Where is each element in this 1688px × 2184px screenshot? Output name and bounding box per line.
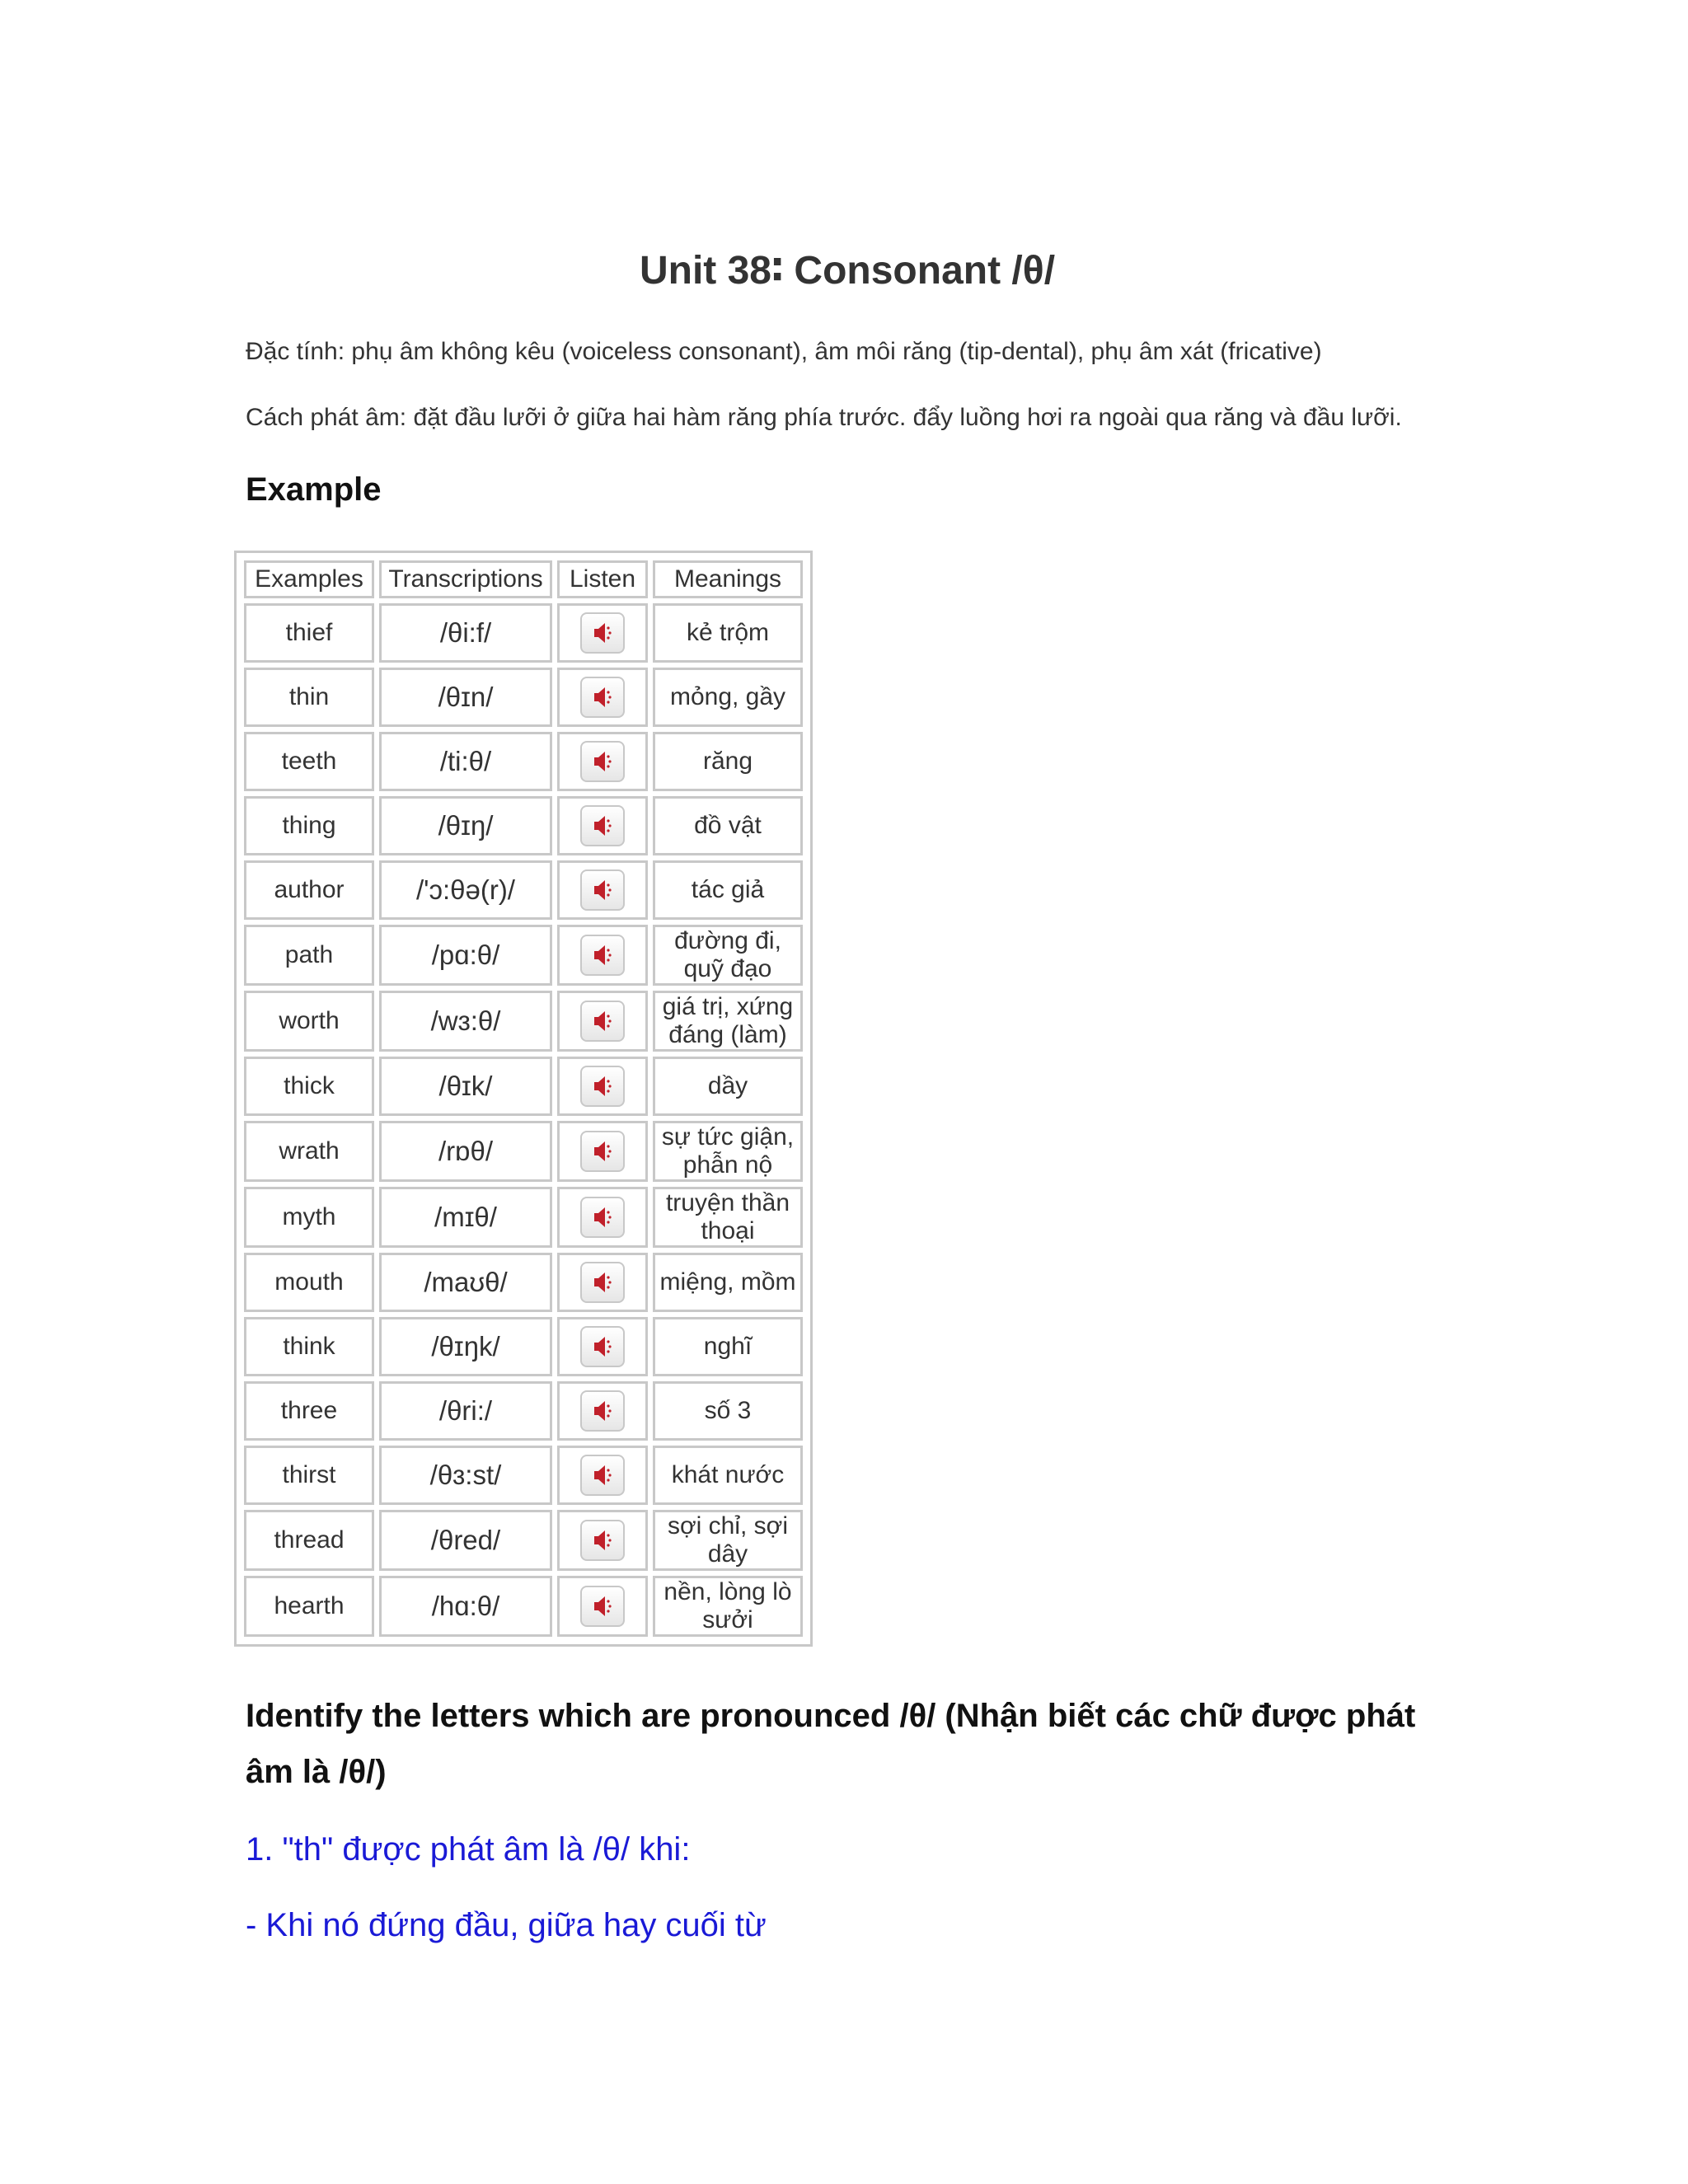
cell-listen: [557, 1121, 648, 1182]
speaker-icon[interactable]: [580, 1262, 625, 1303]
cell-listen: [557, 1253, 648, 1312]
table-row: [244, 1576, 803, 1637]
cell-word: mouth: [244, 1253, 374, 1312]
speaker-icon[interactable]: [580, 1520, 625, 1561]
cell-meaning: giá trị, xứng đáng (làm): [653, 991, 803, 1052]
cell-word: wrath: [244, 1121, 374, 1182]
speaker-icon[interactable]: [580, 935, 625, 976]
table-row: [244, 1187, 803, 1248]
cell-transcription: /ti:θ/: [379, 732, 552, 791]
cell-transcription: /θri:/: [379, 1381, 552, 1441]
cell-transcription: /rɒθ/: [379, 1121, 552, 1182]
table-row: [244, 796, 803, 855]
cell-listen: [557, 668, 648, 727]
cell-transcription: /θɪk/: [379, 1057, 552, 1116]
header-examples: Examples: [244, 560, 374, 598]
header-listen: Listen: [557, 560, 648, 598]
table-row: [244, 1510, 803, 1571]
cell-word: thirst: [244, 1446, 374, 1505]
table-row: [244, 860, 803, 920]
speaker-icon[interactable]: [580, 1326, 625, 1367]
examples-table-frame: [234, 551, 813, 1647]
examples-table: [239, 555, 808, 1642]
cell-listen: [557, 1317, 648, 1376]
cell-transcription: /θi:f/: [379, 603, 552, 663]
cell-listen: [557, 860, 648, 920]
cell-word: think: [244, 1317, 374, 1376]
cell-transcription: /wɜ:θ/: [379, 991, 552, 1052]
characteristics-text: Đặc tính: phụ âm không kêu (voiceless consonant), âm môi răng (tip-dental), phụ âm xát (fricative): [246, 338, 1322, 365]
cell-word: three: [244, 1381, 374, 1441]
cell-meaning: kẻ trộm: [653, 603, 803, 663]
identify-heading: Identify the letters which are pronounced /θ/ (Nhận biết các chữ được phát âm là /θ/): [246, 1698, 1416, 1790]
speaker-icon[interactable]: [580, 677, 625, 718]
cell-meaning: đường đi, quỹ đạo: [653, 925, 803, 986]
cell-word: worth: [244, 991, 374, 1052]
cell-meaning: nền, lòng lò sưởi: [653, 1576, 803, 1637]
cell-transcription: /θɪŋk/: [379, 1317, 552, 1376]
cell-listen: [557, 1510, 648, 1571]
cell-listen: [557, 1187, 648, 1248]
table-row: [244, 991, 803, 1052]
speaker-icon[interactable]: [580, 1197, 625, 1238]
cell-meaning: dầy: [653, 1057, 803, 1116]
table-row: [244, 732, 803, 791]
cell-transcription: /mɪθ/: [379, 1187, 552, 1248]
table-row: [244, 1381, 803, 1441]
speaker-icon[interactable]: [580, 741, 625, 782]
cell-transcription: /'ɔ:θə(r)/: [379, 860, 552, 920]
speaker-icon[interactable]: [580, 1066, 625, 1107]
cell-listen: [557, 925, 648, 986]
table-row: [244, 1317, 803, 1376]
example-heading: Example: [246, 471, 382, 508]
speaker-icon[interactable]: [580, 869, 625, 911]
header-meanings: Meanings: [653, 560, 803, 598]
cell-meaning: mỏng, gầy: [653, 668, 803, 727]
speaker-icon[interactable]: [580, 612, 625, 654]
cell-transcription: /maʊθ/: [379, 1253, 552, 1312]
cell-word: thin: [244, 668, 374, 727]
table-row: [244, 1121, 803, 1182]
cell-meaning: khát nước: [653, 1446, 803, 1505]
cell-transcription: /hɑ:θ/: [379, 1576, 552, 1637]
cell-meaning: sự tức giận, phẫn nộ: [653, 1121, 803, 1182]
cell-meaning: miệng, mồm: [653, 1253, 803, 1312]
speaker-icon[interactable]: [580, 805, 625, 846]
header-transcriptions: Transcriptions: [379, 560, 552, 598]
table-row: [244, 925, 803, 986]
table-row: [244, 1253, 803, 1312]
cell-meaning: sợi chỉ, sợi dây: [653, 1510, 803, 1571]
cell-listen: [557, 603, 648, 663]
cell-meaning: số 3: [653, 1381, 803, 1441]
cell-word: author: [244, 860, 374, 920]
cell-meaning: tác giả: [653, 860, 803, 920]
table-header-row: [244, 560, 803, 598]
cell-meaning: nghĩ: [653, 1317, 803, 1376]
cell-meaning: đồ vật: [653, 796, 803, 855]
speaker-icon[interactable]: [580, 1455, 625, 1496]
speaker-icon[interactable]: [580, 1001, 625, 1042]
cell-word: teeth: [244, 732, 374, 791]
cell-meaning: truyện thần thoại: [653, 1187, 803, 1248]
speaker-icon[interactable]: [580, 1390, 625, 1432]
cell-listen: [557, 732, 648, 791]
cell-word: hearth: [244, 1576, 374, 1637]
table-row: [244, 603, 803, 663]
cell-word: path: [244, 925, 374, 986]
cell-word: thread: [244, 1510, 374, 1571]
cell-word: thing: [244, 796, 374, 855]
speaker-icon[interactable]: [580, 1586, 625, 1627]
cell-listen: [557, 1446, 648, 1505]
table-row: [244, 1446, 803, 1505]
cell-transcription: /θɪn/: [379, 668, 552, 727]
table-row: [244, 1057, 803, 1116]
cell-meaning: răng: [653, 732, 803, 791]
rule-1-detail: - Khi nó đứng đầu, giữa hay cuối từ: [246, 1907, 767, 1943]
cell-word: thick: [244, 1057, 374, 1116]
speaker-icon[interactable]: [580, 1131, 625, 1172]
cell-listen: [557, 796, 648, 855]
cell-transcription: /θred/: [379, 1510, 552, 1571]
rule-1: 1. "th" được phát âm là /θ/ khi:: [246, 1831, 691, 1868]
cell-transcription: /θɜ:st/: [379, 1446, 552, 1505]
cell-transcription: /pɑ:θ/: [379, 925, 552, 986]
cell-word: thief: [244, 603, 374, 663]
cell-listen: [557, 1381, 648, 1441]
cell-listen: [557, 1057, 648, 1116]
cell-listen: [557, 1576, 648, 1637]
table-row: [244, 668, 803, 727]
page-title: Unit 38∶ Consonant /θ/: [639, 249, 1056, 293]
pronunciation-text: Cách phát âm: đặt đầu lưỡi ở giữa hai hàm răng phía trước. đẩy luồng hơi ra ngoài qua răng và đầu lưỡi.: [246, 404, 1402, 431]
cell-transcription: /θɪŋ/: [379, 796, 552, 855]
cell-listen: [557, 991, 648, 1052]
cell-word: myth: [244, 1187, 374, 1248]
